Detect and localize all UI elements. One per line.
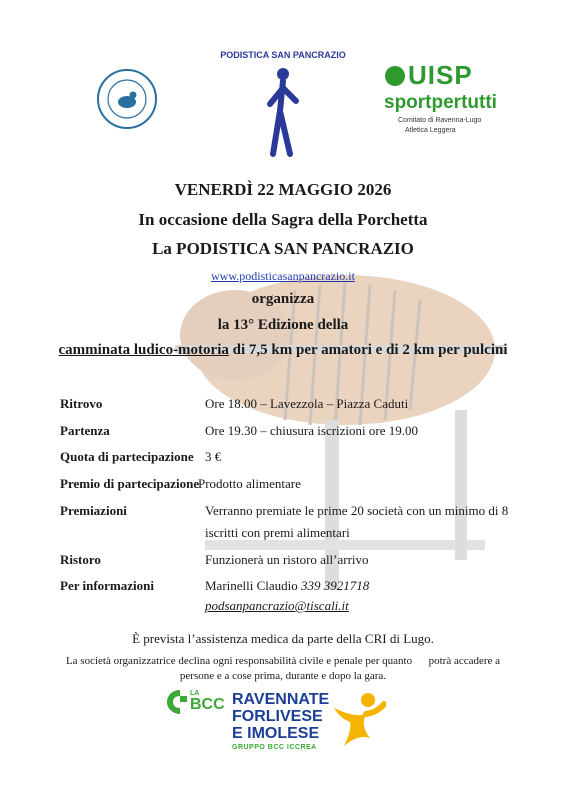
detail-label-quota: Quota di partecipazione — [60, 449, 194, 464]
detail-label-partenza: Partenza — [60, 423, 110, 438]
detail-label-ristoro: Ristoro — [60, 552, 101, 567]
contact-name: Marinelli Claudio — [205, 578, 302, 593]
podistica-logo-text: PODISTICA SAN PANCRAZIO — [220, 50, 346, 60]
uisp-tagline: sportpertutti — [384, 92, 497, 113]
detail-value-quota: 3 € — [205, 449, 222, 464]
bcc-wordmark: BCC — [190, 696, 225, 713]
medical-notice: È prevista l’assistenza medica da parte della CRI di Lugo. — [132, 631, 434, 646]
uisp-sub2: Atletica Leggera — [405, 127, 456, 134]
runner-logo-icon — [258, 66, 308, 158]
detail-label-premio: Premio di partecipazione — [60, 476, 200, 491]
occasion-title: In occasione della Sagra della Porchetta — [138, 210, 428, 229]
bcc-name-line1: RAVENNATE — [232, 691, 330, 708]
organizer-title: La PODISTICA SAN PANCRAZIO — [152, 239, 414, 258]
event-date: VENERDÌ 22 MAGGIO 2026 — [174, 180, 392, 199]
detail-value-premio: Prodotto alimentare — [198, 476, 301, 491]
detail-value-premiazioni-line2: iscritti con premi alimentari — [205, 525, 350, 540]
detail-value-premiazioni: Verranno premiate le prime 20 società con un minimo di 8 — [205, 503, 509, 518]
edition-label: la 13° Edizione della — [217, 317, 349, 333]
detail-label-premiazioni: Premiazioni — [60, 503, 127, 518]
uisp-brand: UISP — [408, 60, 473, 90]
detail-value-ritrovo: Ore 18.00 – Lavezzola – Piazza Caduti — [205, 396, 409, 411]
organizza-label: organizza — [251, 291, 315, 307]
uisp-runner-icon — [384, 64, 406, 88]
detail-value-partenza: Ore 19.30 – chiusura iscrizioni ore 19.00 — [205, 423, 419, 438]
event-name: camminata ludico-motoria — [58, 342, 229, 358]
bcc-name-line2: FORLIVESE — [232, 708, 323, 725]
disclaimer-line1: La società organizzatrice declina ogni responsabilità civile e penale per quanto potrà accadere a — [65, 655, 501, 667]
uisp-sub1: Comitato di Ravenna-Lugo — [398, 117, 482, 124]
coordinamento-seal-logo — [96, 68, 158, 130]
detail-value-ristoro: Funzionerà un ristoro all’arrivo — [205, 552, 369, 567]
detail-label-informazioni: Per informazioni — [60, 578, 154, 593]
website-link[interactable]: www.podisticasanpancrazio.it — [211, 269, 355, 283]
disclaimer-line2: persone e a cose prima, durante e dopo la gara. — [179, 670, 387, 682]
yellow-figure-logo — [330, 690, 386, 750]
bcc-la: LA — [190, 690, 200, 697]
bcc-name-line3: E IMOLESE — [232, 725, 320, 742]
contact-phone: 339 3921718 — [301, 578, 370, 593]
event-details: di 7,5 km per amatori e di 2 km per pulcini — [228, 342, 508, 358]
bcc-group: GRUPPO BCC ICCREA — [232, 744, 317, 751]
contact-email-link[interactable]: podsanpancrazio@tiscali.it — [205, 598, 349, 613]
detail-label-ritrovo: Ritrovo — [60, 396, 103, 411]
